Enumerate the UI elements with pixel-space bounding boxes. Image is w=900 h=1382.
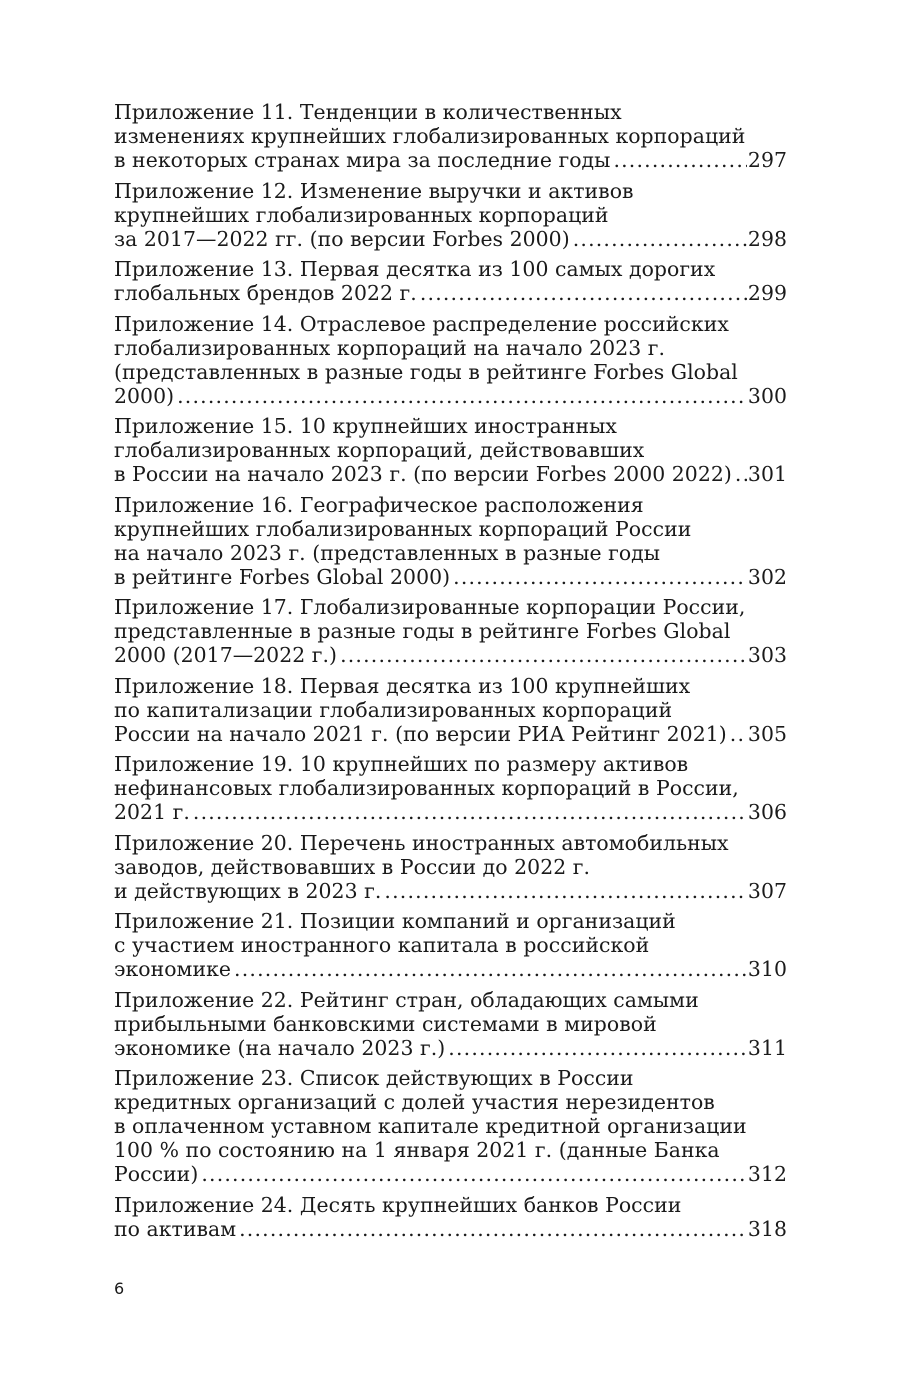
toc-page-number: 311 bbox=[747, 1035, 787, 1060]
toc-entry-line: Приложение 22. Рейтинг стран, обладающих самыми bbox=[114, 987, 699, 1012]
page-number: 6 bbox=[114, 1279, 125, 1298]
toc-entry-text: экономике (на начало 2023 г.) bbox=[114, 1035, 446, 1060]
dot-leader bbox=[384, 879, 747, 903]
dot-leader bbox=[735, 462, 747, 486]
toc-page-number: 297 bbox=[747, 148, 787, 172]
toc-page-number: 302 bbox=[747, 564, 787, 589]
toc-entry bbox=[114, 100, 787, 172]
toc-entry-text: России на начало 2021 г. (по версии РИА Рейтинг 2021) bbox=[114, 721, 727, 746]
toc-entry-text: 2000) bbox=[114, 383, 175, 408]
toc-entry-line: глобализированных корпораций на начало 2023 г. bbox=[114, 335, 666, 360]
toc-entry-text: экономике bbox=[114, 957, 232, 981]
toc-entry-last-line bbox=[114, 462, 787, 486]
toc-page-number: 305 bbox=[747, 721, 787, 746]
toc-entry-last-line bbox=[114, 227, 787, 251]
toc-entry-last-line bbox=[114, 281, 787, 305]
toc-entry bbox=[114, 1066, 787, 1186]
toc-entry-text: России) bbox=[114, 1162, 199, 1186]
toc-entry-last-line bbox=[114, 879, 787, 903]
toc-entry-line: Приложение 13. Первая десятка из 100 самых дорогих bbox=[114, 257, 716, 281]
toc-page-number: 303 bbox=[747, 643, 787, 667]
toc-page-number: 310 bbox=[747, 957, 787, 981]
toc-page-number: 318 bbox=[747, 1216, 787, 1241]
toc-entry-line: представленные в разные годы в рейтинге Forbes Global bbox=[114, 619, 731, 643]
toc-entry bbox=[114, 257, 787, 305]
toc-entry-line: Приложение 16. Географическое расположения bbox=[114, 492, 644, 517]
toc-entry-last-line bbox=[114, 1036, 787, 1060]
toc-entry-last-line bbox=[114, 384, 787, 408]
toc-entry-line: изменениях крупнейших глобализированных корпораций bbox=[114, 124, 746, 148]
toc-entry-last-line bbox=[114, 800, 787, 824]
toc-entry-line: Приложение 23. Список действующих в России bbox=[114, 1066, 634, 1090]
dot-leader bbox=[177, 384, 747, 408]
toc-entry-text: в некоторых странах мира за последние годы bbox=[114, 148, 611, 172]
toc-entry-line: заводов, действовавших в России до 2022 г. bbox=[114, 854, 591, 879]
toc-page-number: 312 bbox=[747, 1162, 787, 1186]
toc-entry-text: в России на начало 2023 г. (по версии Forbes 2000 2022) bbox=[114, 462, 732, 486]
toc-entry-last-line bbox=[114, 643, 787, 667]
dot-leader bbox=[201, 1162, 747, 1186]
toc-entry bbox=[114, 414, 787, 486]
toc-entry-line: Приложение 17. Глобализированные корпорации России, bbox=[114, 595, 746, 619]
toc-entry-line: Приложение 18. Первая десятка из 100 крупнейших bbox=[114, 673, 691, 698]
toc-page-number: 306 bbox=[747, 800, 787, 824]
dot-leader bbox=[730, 722, 747, 746]
toc-entry-line: Приложение 24. Десять крупнейших банков России bbox=[114, 1192, 682, 1217]
toc-entry bbox=[114, 595, 787, 667]
toc-entry bbox=[114, 674, 787, 746]
toc-entry-text: 2021 г. bbox=[114, 800, 190, 824]
toc-entry-line: прибыльными банковскими системами в мировой bbox=[114, 1011, 657, 1036]
toc-entry-text: глобальных брендов 2022 г. bbox=[114, 281, 417, 305]
toc-entry bbox=[114, 493, 787, 589]
dot-leader bbox=[234, 957, 747, 981]
toc-entry-line: кредитных организаций с долей участия нерезидентов bbox=[114, 1090, 715, 1114]
dot-leader bbox=[448, 1036, 747, 1060]
dot-leader bbox=[420, 281, 747, 305]
toc-entry-last-line bbox=[114, 722, 787, 746]
toc-entry bbox=[114, 179, 787, 251]
toc-entry-line: 100 % по состоянию на 1 января 2021 г. (данные Банка bbox=[114, 1138, 720, 1162]
dot-leader bbox=[239, 1217, 747, 1241]
toc-entry bbox=[114, 752, 787, 824]
toc-entry-text: по активам bbox=[114, 1216, 237, 1241]
toc-entry-line: крупнейших глобализированных корпораций России bbox=[114, 516, 692, 541]
toc-page-number: 301 bbox=[747, 462, 787, 486]
dot-leader bbox=[613, 148, 746, 172]
toc-page-number: 298 bbox=[747, 226, 787, 251]
toc-entry-text: за 2017—2022 гг. (по версии Forbes 2000) bbox=[114, 226, 570, 251]
toc-entry bbox=[114, 831, 787, 903]
toc-entry-line: Приложение 14. Отраслевое распределение российских bbox=[114, 311, 729, 336]
toc-entry-text: 2000 (2017—2022 г.) bbox=[114, 643, 338, 667]
toc-entry-last-line bbox=[114, 565, 787, 589]
dot-leader bbox=[193, 800, 747, 824]
toc-entry bbox=[114, 988, 787, 1060]
toc-entry-line: Приложение 19. 10 крупнейших по размеру активов bbox=[114, 752, 689, 776]
toc-entry-line: Приложение 21. Позиции компаний и организаций bbox=[114, 909, 676, 933]
toc-entry-line: на начало 2023 г. (представленных в разные годы bbox=[114, 540, 661, 565]
table-of-contents bbox=[114, 100, 787, 1247]
dot-leader bbox=[573, 227, 747, 251]
toc-entry-line: Приложение 12. Изменение выручки и активов bbox=[114, 178, 634, 203]
toc-entry bbox=[114, 312, 787, 408]
toc-entry-line: крупнейших глобализированных корпораций bbox=[114, 202, 609, 227]
toc-entry-text: и действующих в 2023 г. bbox=[114, 878, 382, 903]
toc-entry bbox=[114, 1193, 787, 1241]
toc-entry-text: в рейтинге Forbes Global 2000) bbox=[114, 564, 451, 589]
toc-entry-line: Приложение 15. 10 крупнейших иностранных bbox=[114, 414, 617, 438]
toc-entry-line: по капитализации глобализированных корпораций bbox=[114, 697, 673, 722]
toc-entry-line: (представленных в разные годы в рейтинге Forbes Global bbox=[114, 359, 738, 384]
toc-entry bbox=[114, 909, 787, 981]
toc-entry-line: в оплаченном уставном капитале кредитной организации bbox=[114, 1114, 747, 1138]
toc-page-number: 307 bbox=[747, 878, 787, 903]
toc-entry-last-line bbox=[114, 1217, 787, 1241]
toc-entry-line: с участием иностранного капитала в российской bbox=[114, 933, 650, 957]
toc-page-number: 300 bbox=[747, 383, 787, 408]
toc-entry-line: Приложение 11. Тенденции в количественных bbox=[114, 100, 622, 124]
toc-entry-last-line bbox=[114, 957, 787, 981]
toc-entry-line: глобализированных корпораций, действовавших bbox=[114, 438, 645, 462]
toc-entry-last-line bbox=[114, 148, 787, 172]
toc-entry-last-line bbox=[114, 1162, 787, 1186]
dot-leader bbox=[340, 643, 747, 667]
toc-entry-line: нефинансовых глобализированных корпораций в России, bbox=[114, 776, 739, 800]
dot-leader bbox=[453, 565, 747, 589]
toc-entry-line: Приложение 20. Перечень иностранных автомобильных bbox=[114, 830, 729, 855]
toc-page-number: 299 bbox=[747, 281, 787, 305]
